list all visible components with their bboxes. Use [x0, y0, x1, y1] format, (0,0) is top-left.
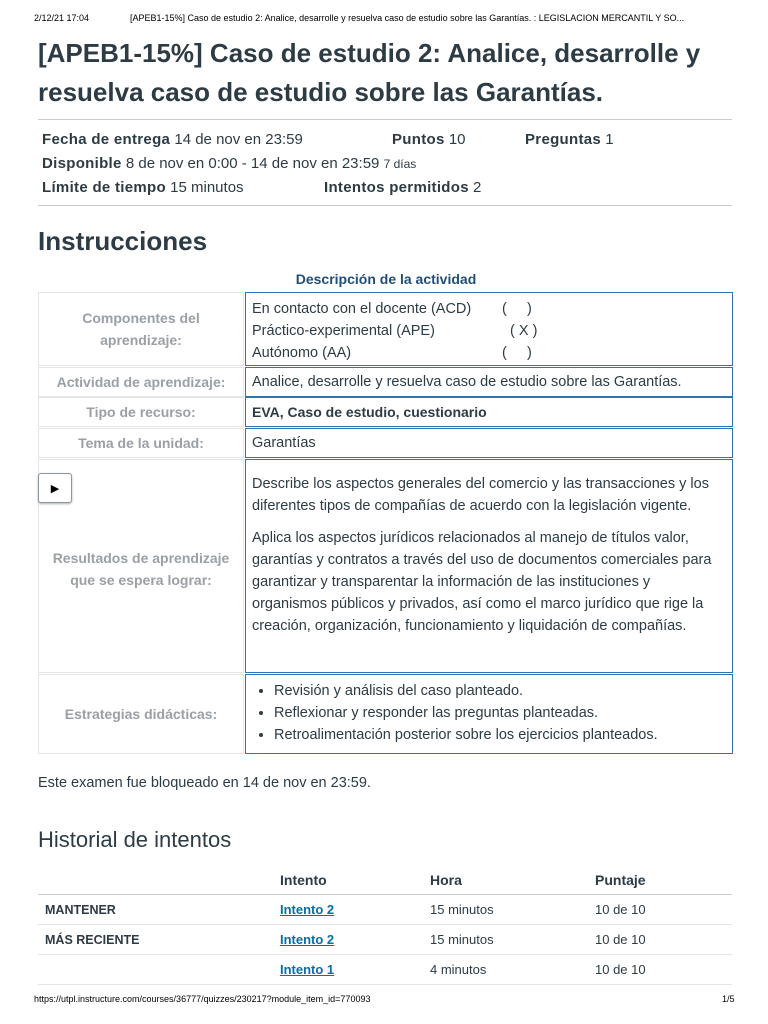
attempt-time: 15 minutos — [430, 925, 595, 955]
attempt-status — [38, 955, 280, 985]
attempt-status: MANTENER — [38, 895, 280, 925]
attempt-link[interactable]: Intento 2 — [280, 902, 335, 917]
play-button[interactable] — [38, 473, 72, 503]
questions-value: 1 — [605, 131, 614, 148]
due-date-label: Fecha de entrega — [42, 131, 171, 148]
results-cell — [245, 459, 733, 673]
attempts-allowed — [324, 179, 481, 196]
points — [392, 131, 466, 148]
component-ape: Práctico-experimental (APE) ( X ) — [252, 323, 538, 339]
questions — [525, 131, 614, 148]
column-time: Hora — [430, 866, 595, 895]
strategy-item: • Retroalimentación posterior sobre los ejercicios planteados. — [274, 724, 726, 746]
attempt-time: 4 minutos — [430, 955, 595, 985]
attempt-score: 10 de 10 — [595, 895, 732, 925]
topic-value: Garantías — [245, 428, 733, 458]
column-attempt: Intento — [280, 866, 430, 895]
strategy-item: • Revisión y análisis del caso planteado. — [274, 680, 726, 702]
strategies-cell — [245, 674, 733, 754]
topic-label: Tema de la unidad: — [38, 428, 244, 458]
result-item: Describe los aspectos generales del comercio y las transacciones y los diferentes tipos de compañías de acuerdo con la legislación vigente. — [252, 476, 709, 514]
print-url: https://utpl.instructure.com/courses/36777/quizzes/230217?module_item_id=770093 — [34, 994, 371, 1004]
time-limit-label: Límite de tiempo — [42, 179, 166, 196]
column-score: Puntaje — [595, 866, 732, 895]
print-document-title: [APEB1-15%] Caso de estudio 2: Analice, desarrolle y resuelva caso de estudio sobre las Garantías. : LEGISLACION MERCANTIL Y SO... — [130, 13, 685, 23]
instructions-heading: Instrucciones — [38, 226, 208, 256]
table-row — [38, 955, 732, 985]
components-cell — [245, 292, 733, 366]
components-label: Componentes del aprendizaje: — [38, 292, 244, 366]
table-row — [38, 925, 732, 955]
attempt-history-table — [38, 866, 732, 985]
divider — [38, 119, 732, 120]
result-item: Aplica los aspectos jurídicos relacionados al manejo de títulos valor, garantías y contratos a través del uso de documentos comerciales para garantizar y transparentar la información de las instituciones y organismos públicos y privados, así como el marco jurídico que rige la creación, organización, funcionamiento y liquidación de compañías. — [252, 530, 712, 634]
activity-value: Analice, desarrolle y resuelva caso de estudio sobre las Garantías. — [245, 367, 733, 397]
print-page-number: 1/5 — [722, 994, 735, 1004]
column-status — [38, 866, 280, 895]
attempt-link[interactable]: Intento 1 — [280, 962, 335, 977]
questions-label: Preguntas — [525, 131, 602, 148]
time-limit — [42, 179, 244, 196]
locked-message: Este examen fue bloqueado en 14 de nov en 23:59. — [38, 775, 371, 791]
attempt-score: 10 de 10 — [595, 955, 732, 985]
attempt-time: 15 minutos — [430, 895, 595, 925]
availability — [42, 155, 416, 172]
points-label: Puntos — [392, 131, 445, 148]
activity-description-heading: Descripción de la actividad — [295, 271, 477, 287]
strategies-list — [252, 680, 726, 746]
component-aa: Autónomo (AA) ( ) — [252, 345, 532, 361]
attempt-status: MÁS RECIENTE — [38, 925, 280, 955]
points-value: 10 — [448, 131, 466, 148]
availability-days: 7 días — [383, 157, 417, 171]
due-date — [42, 131, 303, 148]
history-heading: Historial de intentos — [38, 827, 232, 852]
due-date-value: 14 de nov en 23:59 — [174, 131, 303, 148]
activity-label: Actividad de aprendizaje: — [38, 367, 244, 397]
table-row — [38, 895, 732, 925]
attempts-allowed-value: 2 — [473, 179, 482, 196]
table-header-row — [38, 866, 732, 895]
attempt-link[interactable]: Intento 2 — [280, 932, 335, 947]
availability-value: 8 de nov en 0:00 - 14 de nov en 23:59 — [125, 155, 380, 172]
page-title: [APEB1-15%] Caso de estudio 2: Analice, desarrolle y resuelva caso de estudio sobre las Garantías. — [38, 38, 701, 107]
print-header — [0, 0, 768, 24]
attempt-score: 10 de 10 — [595, 925, 732, 955]
print-timestamp: 2/12/21 17:04 — [34, 13, 90, 23]
availability-label: Disponible — [42, 155, 122, 172]
component-acd: En contacto con el docente (ACD) ( ) — [252, 301, 532, 317]
resource-label: Tipo de recurso: — [38, 397, 244, 427]
resource-value: EVA, Caso de estudio, cuestionario — [245, 397, 733, 427]
strategies-label: Estrategias didácticas: — [38, 674, 244, 754]
attempts-allowed-label: Intentos permitidos — [324, 179, 469, 196]
divider — [38, 205, 732, 206]
results-label: Resultados de aprendizaje que se espera lograr: — [38, 459, 244, 673]
time-limit-value: 15 minutos — [170, 179, 244, 196]
strategy-item: • Reflexionar y responder las preguntas planteadas. — [274, 702, 726, 724]
play-icon: ▶ — [50, 482, 60, 495]
